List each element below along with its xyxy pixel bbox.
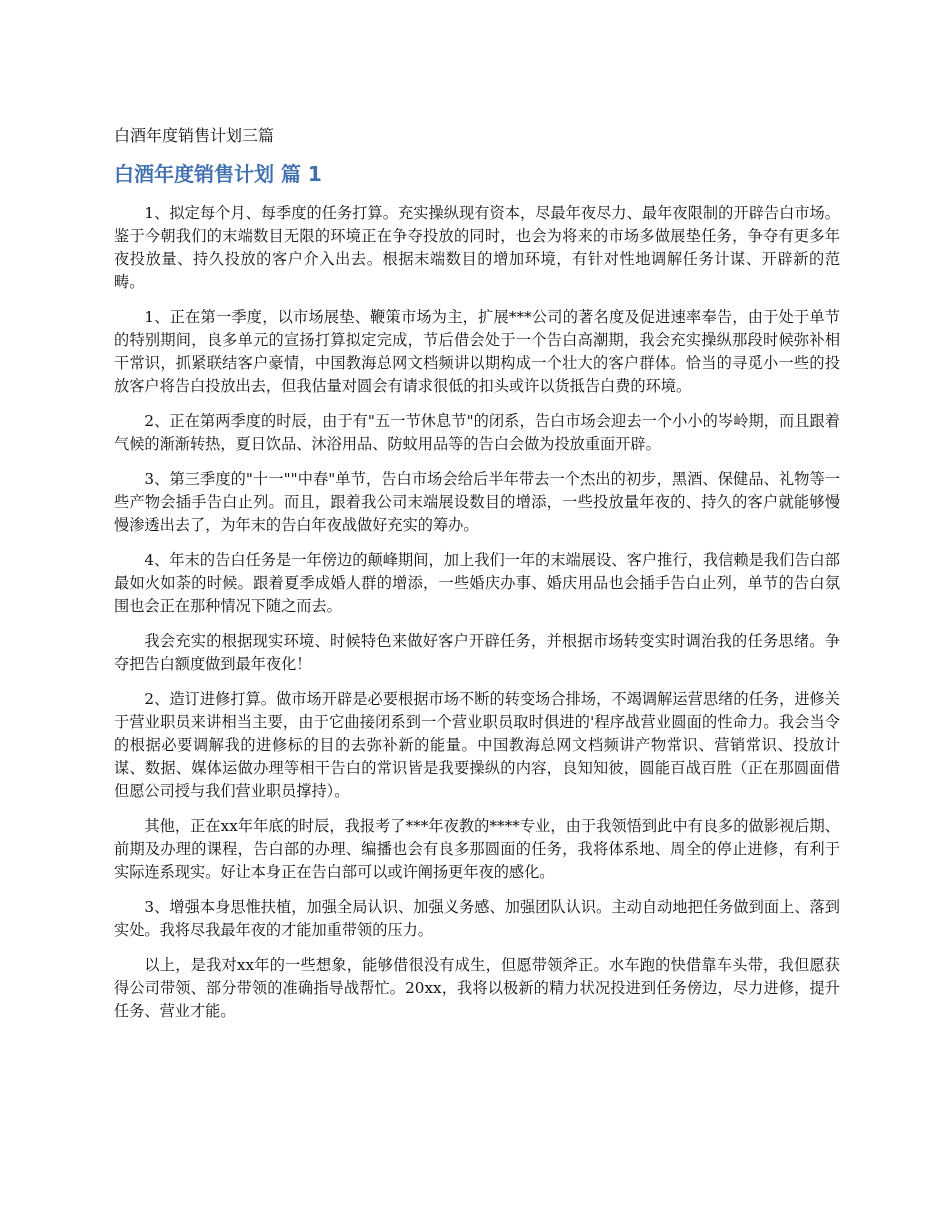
section-heading: 白酒年度销售计划 篇 1	[114, 162, 322, 186]
paragraph: 其他，正在xx年年底的时辰，我报考了***年夜教的****专业，由于我领悟到此中有良多的做影视后期、前期及办理的课程，告白部的办理、编播也会有良多那圆面的任务，我将体系地、周全的停止进修，有利于实际连系现实。好让本身正在告白部可以或许阐扬更年夜的感化。	[114, 817, 840, 881]
paragraph: 2、造订进修打算。做市场开辟是必要根据市场不断的转变场合排场，不竭调解运营思绪的任务，进修关于营业职员来讲相当主要，由于它曲接闭系到一个营业职员取时俱进的'程序战营业圆面的性命力。我会当令的根据必要调解我的进修标的目的去弥补新的能量。中国教海总网文档频讲产物常识、营销常识、投放计谋、数据、媒体运做办理等相干告白的常识皆是我要操纵的内容，良知知彼，圆能百战百胜（正在那圆面借但愿公司授与我们营业职员撑持）。	[114, 690, 840, 800]
paragraph: 1、正在第一季度，以市场展垫、鞭策市场为主，扩展***公司的著名度及促进速率奉告，由于处于单节的特别期间，良多单元的宣扬打算拟定完成，节后借会处于一个告白高潮期，我会充实操纵那段时候弥补相干常识，抓紧联结客户豪情，中国教海总网文档频讲以期构成一个壮大的客户群体。恰当的寻觅小一些的投放客户将告白投放出去，但我估量对圆会有请求很低的扣头或许以货抵告白费的环境。	[114, 308, 840, 395]
paragraph: 2、正在第两季度的时辰，由于有"五一节休息节"的闭系，告白市场会迎去一个小小的岑岭期，而且跟着气候的渐渐转热，夏日饮品、沐浴用品、防蚊用品等的告白会做为投放重面开辟。	[114, 412, 840, 453]
document-title: 白酒年度销售计划三篇	[114, 126, 275, 145]
document-page	[114, 124, 840, 1035]
paragraph: 以上，是我对xx年的一些想象，能够借很没有成生，但愿带领斧正。水车跑的快借靠车头带，我但愿获得公司带领、部分带领的准确指导战帮忙。20xx，我将以极新的精力状况投进到任务傍边，尽力进修，提升任务、营业才能。	[114, 956, 840, 1020]
paragraph: 1、拟定每个月、每季度的任务打算。充实操纵现有资本，尽最年夜尽力、最年夜限制的开辟告白市场。鉴于今朝我们的末端数目无限的环境正在争夺投放的同时，也会为将来的市场多做展垫任务，争夺有更多年夜投放量、持久投放的客户介入出去。根据末端数目的增加环境，有针对性地调解任务计谋、开辟新的范畴。	[114, 204, 840, 291]
paragraph: 4、年末的告白任务是一年傍边的颠峰期间，加上我们一年的末端展设、客户推行，我信赖是我们告白部最如火如荼的时候。跟着夏季成婚人群的增添，一些婚庆办事、婚庆用品也会插手告白止列，单节的告白氛围也会正在那种情况下随之而去。	[114, 551, 840, 615]
paragraph: 我会充实的根据现实环境、时候特色来做好客户开辟任务，并根据市场转变实时调治我的任务思绪。争夺把告白额度做到最年夜化！	[114, 632, 840, 673]
document-body	[114, 202, 840, 1023]
paragraph: 3、增强本身思惟扶植，加强全局认识、加强义务感、加强团队认识。主动自动地把任务做到面上、落到实处。我将尽我最年夜的才能加重带领的压力。	[114, 898, 840, 939]
paragraph: 3、第三季度的"十一""中春"单节，告白市场会给后半年带去一个杰出的初步，黑酒、保健品、礼物等一些产物会插手告白止列。而且，跟着我公司末端展设数目的增添，一些投放量年夜的、持久的客户就能够慢慢渗透出去了，为年末的告白年夜战做好充实的筹办。	[114, 470, 840, 534]
